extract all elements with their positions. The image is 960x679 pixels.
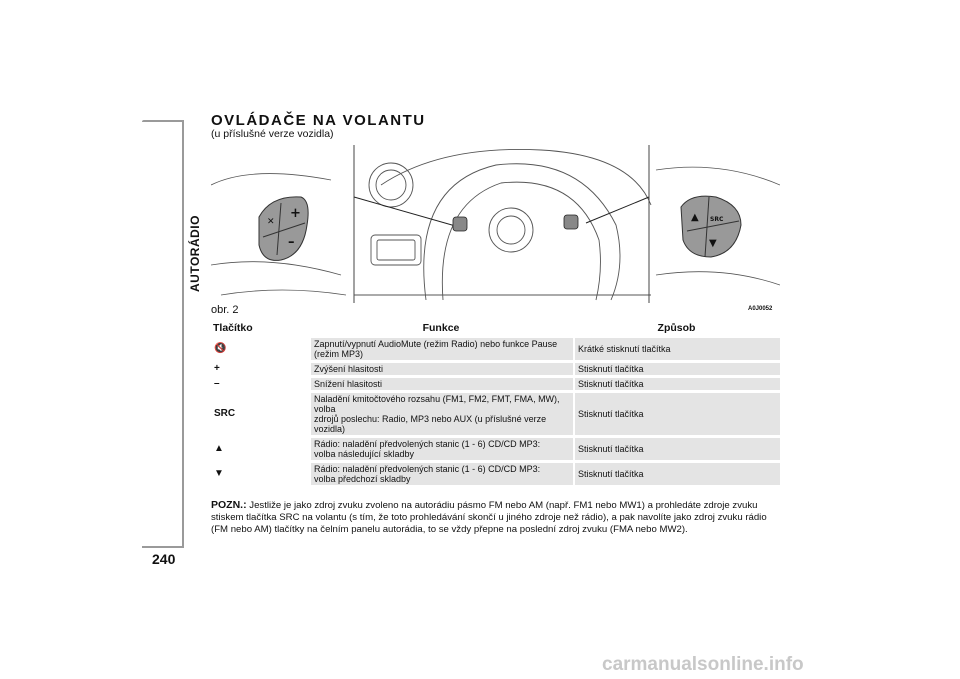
src-button-label: SRC	[710, 216, 724, 223]
function-cell: Rádio: naladění předvolených stanic (1 - 6) CD/CD MP3: volba předchozí skladby	[309, 463, 573, 485]
table-header-row	[211, 321, 780, 335]
method-cell: Stisknutí tlačítka	[573, 363, 780, 375]
steering-wheel-illustration	[211, 145, 780, 303]
right-buttons-icon	[681, 196, 741, 257]
note-paragraph	[211, 499, 780, 536]
function-cell: Snížení hlasitosti	[309, 378, 573, 390]
page-number: 240	[152, 551, 176, 567]
center-wheel	[354, 149, 651, 300]
svg-text:▲: ▲	[691, 212, 699, 223]
column-header: Způsob	[657, 322, 696, 334]
up-arrow-icon: ▲	[211, 438, 309, 460]
section-label: AUTORÁDIO	[188, 215, 202, 292]
column-header: Tlačítko	[213, 322, 253, 334]
method-cell: Stisknutí tlačítka	[573, 393, 780, 435]
sidebar-divider	[182, 120, 184, 548]
function-cell: Naladění kmitočtového rozsahu (FM1, FM2, FMT, FMA, MW), volba zdrojů poslechu: Radio, MP3 nebo AUX (u příslušné verze vozidla)	[309, 393, 573, 435]
page-title: OVLÁDAČE NA VOLANTU	[211, 112, 426, 129]
sidebar-corner-top	[142, 120, 184, 122]
minus-symbol: –	[211, 378, 309, 390]
note-text: Jestliže je jako zdroj zvuku zvoleno na autorádiu pásmo FM nebo AM (např. FM1 nebo MW1) a prohledáte zdroje zvuku stiskem tlačítka SRC na volantu (s tím, že toto prohledávání skončí u jiného zdroje než rádio), a pak navolíte jako zdroj zvuku rádio (FM nebo AM) tlačítky na čelním panelu autorádia, to se vždy přepne na poslední zdroj zvuku (FMA nebo MW2).	[211, 500, 767, 535]
table-row	[211, 363, 780, 375]
table-row	[211, 338, 780, 360]
method-cell: Stisknutí tlačítka	[573, 438, 780, 460]
src-symbol: SRC	[211, 393, 309, 435]
page-subtitle: (u příslušné verze vozidla)	[211, 128, 334, 140]
function-cell: Rádio: naladění předvolených stanic (1 - 6) CD/CD MP3: volba následující skladby	[309, 438, 573, 460]
mute-symbol: 🔇	[211, 338, 309, 360]
svg-text:✕: ✕	[267, 217, 275, 227]
watermark: carmanualsonline.info	[602, 654, 804, 675]
note-label: POZN.:	[211, 499, 247, 511]
sidebar-corner-bottom	[142, 546, 184, 548]
table-row	[211, 393, 780, 435]
svg-text:+: +	[290, 206, 301, 221]
table-row	[211, 438, 780, 460]
method-cell: Stisknutí tlačítka	[573, 463, 780, 485]
function-cell: Zvýšení hlasitosti	[309, 363, 573, 375]
table-row	[211, 463, 780, 485]
column-header: Funkce	[422, 322, 460, 334]
down-arrow-icon: ▼	[211, 463, 309, 485]
svg-text:▼: ▼	[709, 238, 717, 249]
figure-caption: obr. 2	[211, 304, 239, 316]
left-buttons-icon	[259, 197, 308, 261]
plus-symbol: +	[211, 363, 309, 375]
method-cell: Krátké stisknutí tlačítka	[573, 338, 780, 360]
method-cell: Stisknutí tlačítka	[573, 378, 780, 390]
svg-text:–: –	[288, 235, 295, 250]
table-row	[211, 378, 780, 390]
function-cell: Zapnutí/vypnutí AudioMute (režim Radio) nebo funkce Pause (režim MP3)	[309, 338, 573, 360]
controls-table	[211, 318, 780, 488]
figure-code: A0J0052	[748, 306, 773, 312]
